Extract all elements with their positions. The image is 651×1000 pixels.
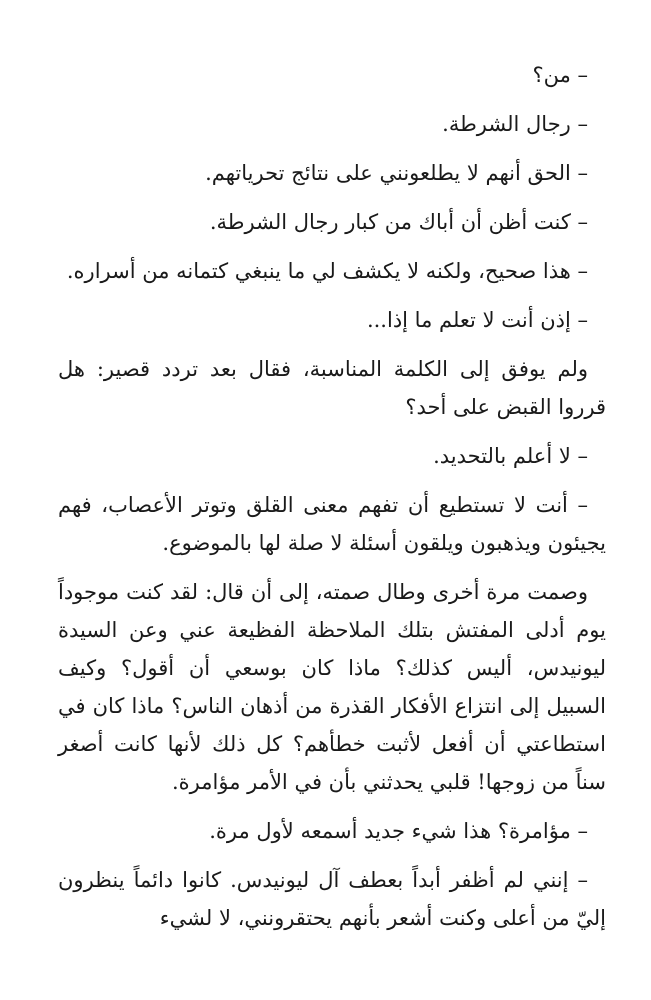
paragraph: – لا أعلم بالتحديد. [433,444,588,468]
paragraph: – إنني لم أظفر أبداً بعطف آل ليونيدس. كانوا دائماً ينظرون إليّ من أعلى وكنت أشعر بأنهم يحتقرونني، لا لشيء [58,868,606,930]
paragraph: – الحق أنهم لا يطلعونني على نتائج تحرياتهم. [205,161,588,185]
paragraph: – هذا صحيح، ولكنه لا يكشف لي ما ينبغي كتمانه من أسراره. [66,259,588,283]
paragraph: – إذن أنت لا تعلم ما إذا... [366,308,588,332]
paragraph: – أنت لا تستطيع أن تفهم معنى القلق وتوتر الأعصاب، فهم يجيئون ويذهبون ويلقون أسئلة لا صلة لها بالموضوع. [58,493,606,555]
paragraph: – رجال الشرطة. [442,112,588,136]
paragraph: – من؟ [532,63,588,87]
paragraph: – مؤامرة؟ هذا شيء جديد أسمعه لأول مرة. [209,819,588,843]
paragraph: ولم يوفق إلى الكلمة المناسبة، فقال بعد تردد قصير: هل قرروا القبض على أحد؟ [58,357,606,419]
book-page [58,56,606,937]
paragraph: وصمت مرة أخرى وطال صمته، إلى أن قال: لقد كنت موجوداً يوم أدلى المفتش بتلك الملاحظة الفظيعة عني وعن السيدة ليونيدس، أليس كذلك؟ ماذا كان بوسعي أن أقول؟ وكيف السبيل إلى انتزاع الأفكار القذرة من أذهان الناس؟ ماذا كان في استطاعتي أن أفعل لأثبت خطأهم؟ كل ذلك لأنها كانت أصغر سناً من زوجها! قلبي يحدثني بأن في الأمر مؤامرة. [58,580,606,794]
paragraph: – كنت أظن أن أباك من كبار رجال الشرطة. [209,210,588,234]
